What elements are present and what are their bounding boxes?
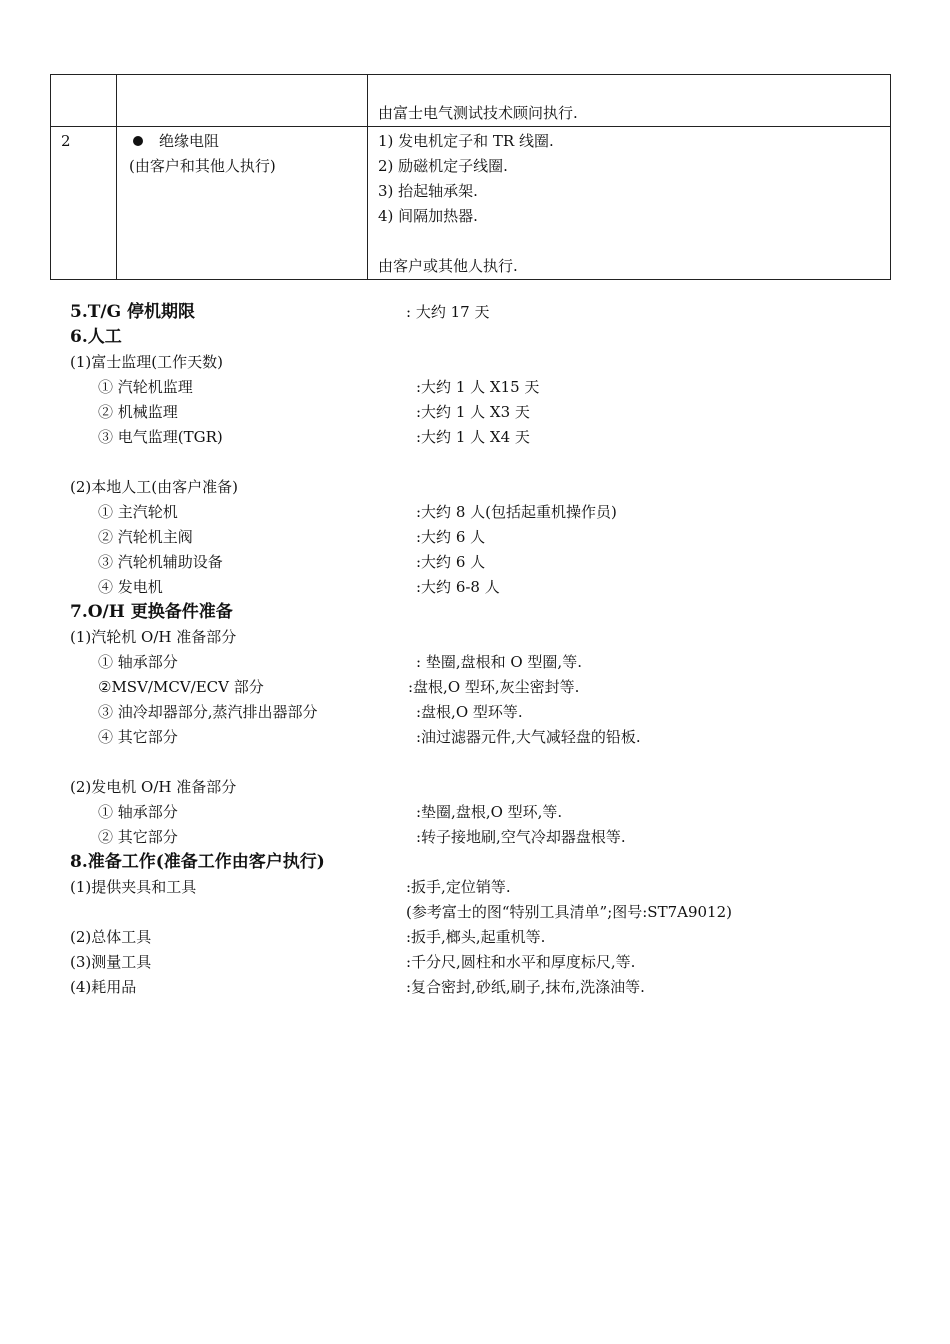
- list-item: [70, 550, 910, 575]
- detail-line: 由富士电气测试技术顾问执行.: [378, 104, 578, 122]
- spacer: [70, 450, 910, 475]
- detail-line: 由客户或其他人执行.: [378, 257, 518, 275]
- document-body: [70, 300, 910, 1000]
- list-item: [70, 500, 910, 525]
- list-item: [70, 825, 910, 850]
- section-7-heading: [70, 600, 910, 625]
- item-label: ② 机械监理: [98, 403, 178, 421]
- item-value: :油过滤器元件,大气减轻盘的铅板.: [416, 728, 641, 746]
- item-value: : 垫圈,盘根和 O 型圈,等.: [416, 653, 582, 671]
- row-number-cell: 2: [51, 127, 117, 280]
- item-value: :复合密封,砂纸,刷子,抹布,洗涤油等.: [406, 978, 645, 996]
- spacer: [70, 750, 910, 775]
- item-value: :千分尺,圆柱和水平和厚度标尺,等.: [406, 953, 636, 971]
- item-label: ③ 油冷却器部分,蒸汽排出器部分: [98, 703, 318, 721]
- detail-spacer: [378, 229, 890, 254]
- list-item: [70, 950, 910, 975]
- item-label: ④ 其它部分: [98, 728, 178, 746]
- section-7-heading-text: 7.O/H 更换备件准备: [70, 602, 233, 622]
- item-value: :盘根,O 型环,灰尘密封等.: [408, 678, 580, 696]
- section-5-heading: 5.T/G 停机期限: [70, 302, 196, 322]
- item-value: :大约 6 人: [416, 553, 486, 571]
- subsection-title-text: (1)汽轮机 O/H 准备部分: [70, 628, 237, 646]
- list-item: [70, 425, 910, 450]
- procedure-table: [50, 74, 891, 280]
- item-label: (3)测量工具: [70, 953, 152, 971]
- section-5-value: : 大约 17 天: [406, 303, 490, 321]
- subsection-title: [70, 475, 910, 500]
- item-label: (2)总体工具: [70, 928, 152, 946]
- item-value: :扳手,定位销等.: [406, 878, 511, 896]
- item-label: ① 轴承部分: [98, 653, 178, 671]
- section-6-heading-text: 6.人工: [70, 327, 122, 347]
- item-value: :大约 6 人: [416, 528, 486, 546]
- item-value: :大约 1 人 X3 天: [416, 403, 530, 421]
- item-subtitle: (由客户和其他人执行): [129, 157, 276, 175]
- item-label: ② 汽轮机主阀: [98, 528, 193, 546]
- list-item: [70, 675, 910, 700]
- item-label: (4)耗用品: [70, 978, 137, 996]
- item-label: ① 轴承部分: [98, 803, 178, 821]
- subsection-title: [70, 625, 910, 650]
- item-label: ① 汽轮机监理: [98, 378, 193, 396]
- item-value: (参考富士的图“特别工具清单”;图号:ST7A9012): [406, 903, 732, 921]
- row-number-cell: [51, 75, 117, 127]
- item-cell: [117, 75, 368, 127]
- subsection-title: [70, 350, 910, 375]
- subsection-title-text: (2)本地人工(由客户准备): [70, 478, 238, 496]
- detail-cell: [368, 127, 891, 280]
- item-label: ① 主汽轮机: [98, 503, 178, 521]
- list-item: [70, 700, 910, 725]
- item-title: [129, 129, 367, 154]
- detail-line: 3) 抬起轴承架.: [378, 182, 478, 200]
- section-6-heading: [70, 325, 910, 350]
- list-item: [70, 975, 910, 1000]
- item-value: :盘根,O 型环等.: [416, 703, 523, 721]
- item-value: :转子接地刷,空气冷却器盘根等.: [416, 828, 626, 846]
- item-label: (1)提供夹具和工具: [70, 878, 197, 896]
- item-value: :扳手,榔头,起重机等.: [406, 928, 546, 946]
- item-value: :大约 1 人 X4 天: [416, 428, 530, 446]
- list-item: [70, 400, 910, 425]
- list-item: [70, 875, 910, 900]
- detail-line: 2) 励磁机定子线圈.: [378, 157, 508, 175]
- list-item: [70, 575, 910, 600]
- item-value: :大约 6-8 人: [416, 578, 500, 596]
- item-value: :大约 1 人 X15 天: [416, 378, 540, 396]
- item-title-text: 绝缘电阻: [159, 132, 220, 150]
- list-item: [70, 525, 910, 550]
- subsection-title-text: (2)发电机 O/H 准备部分: [70, 778, 237, 796]
- item-label: ②MSV/MCV/ECV 部分: [98, 678, 264, 696]
- list-item: [70, 900, 910, 925]
- detail-line: 1) 发电机定子和 TR 线圈.: [378, 132, 554, 150]
- item-label: ③ 电气监理(TGR): [98, 428, 223, 446]
- section-8-heading-text: 8.准备工作(准备工作由客户执行): [70, 852, 325, 872]
- list-item: [70, 650, 910, 675]
- item-cell: [117, 127, 368, 280]
- section-8-heading: [70, 850, 910, 875]
- list-item: [70, 925, 910, 950]
- list-item: [70, 800, 910, 825]
- item-label: ② 其它部分: [98, 828, 178, 846]
- detail-cell: [368, 75, 891, 127]
- section-5-heading-row: [70, 300, 910, 325]
- list-item: [70, 725, 910, 750]
- item-label: ③ 汽轮机辅助设备: [98, 553, 223, 571]
- table-row: [51, 75, 891, 127]
- table-row: [51, 127, 891, 280]
- item-label: ④ 发电机: [98, 578, 163, 596]
- subsection-title-text: (1)富士监理(工作天数): [70, 353, 223, 371]
- item-value: :大约 8 人(包括起重机操作员): [416, 503, 617, 521]
- list-item: [70, 375, 910, 400]
- item-value: :垫圈,盘根,O 型环,等.: [416, 803, 563, 821]
- bullet-icon: [133, 136, 143, 146]
- subsection-title: [70, 775, 910, 800]
- detail-line: 4) 间隔加热器.: [378, 207, 478, 225]
